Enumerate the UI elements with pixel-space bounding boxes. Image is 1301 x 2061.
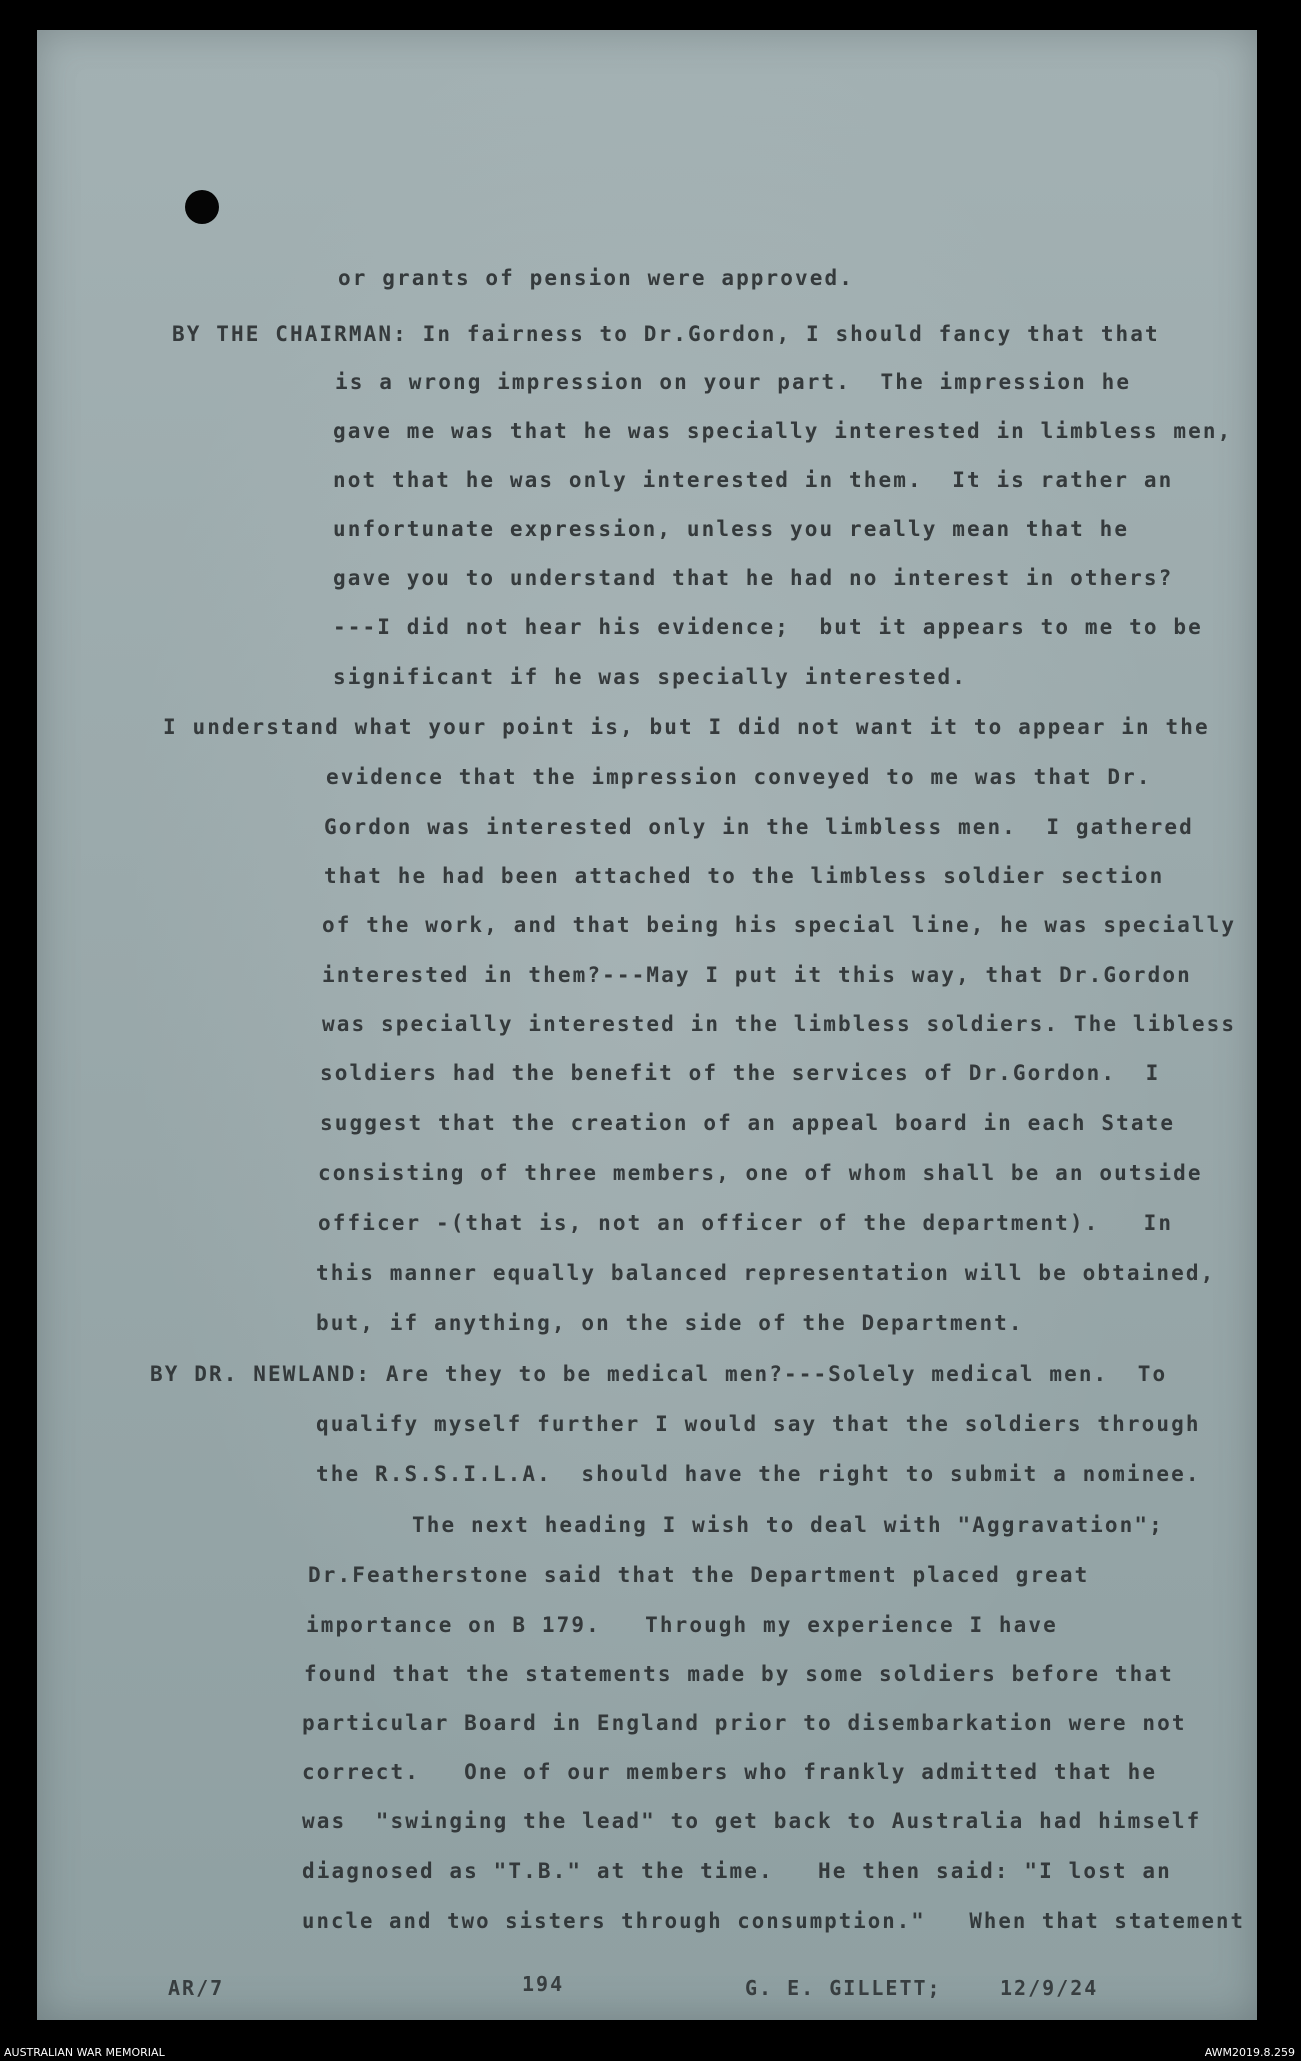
text-line: but, if anything, on the side of the Department.	[316, 1311, 1024, 1335]
footer-date: 12/9/24	[1000, 1976, 1099, 2000]
text-line: diagnosed as "T.B." at the time. He then said: "I lost an	[302, 1859, 1172, 1883]
text-line: that he had been attached to the limbless soldier section	[324, 864, 1165, 888]
text-line: or grants of pension were approved.	[338, 266, 855, 290]
text-line: importance on B 179. Through my experience I have	[306, 1613, 1058, 1637]
text-line: correct. One of our members who frankly admitted that he	[302, 1760, 1158, 1784]
text-line: The next heading I wish to deal with "Aggravation";	[412, 1513, 1164, 1537]
text-line: was "swinging the lead" to get back to Australia had himself	[302, 1809, 1202, 1833]
punch-hole	[185, 190, 219, 224]
text-line: the R.S.S.I.L.A. should have the right to submit a nominee.	[316, 1462, 1201, 1486]
text-line: soldiers had the benefit of the services of Dr.Gordon. I	[320, 1061, 1161, 1085]
text-line: gave me was that he was specially interested in limbless men,	[333, 419, 1233, 443]
text-line: Gordon was interested only in the limbless men. I gathered	[324, 815, 1194, 839]
text-line: interested in them?---May I put it this way, that Dr.Gordon	[322, 963, 1192, 987]
archive-strip	[0, 2045, 1301, 2061]
text-line: this manner equally balanced representation will be obtained,	[316, 1261, 1216, 1285]
text-line-speaker: BY DR. NEWLAND: Are they to be medical men?---Solely medical men. To	[150, 1362, 1168, 1386]
text-line: officer -(that is, not an officer of the department). In	[318, 1211, 1174, 1235]
text-line: uncle and two sisters through consumption." When that statement	[302, 1909, 1245, 1933]
archive-item-id: AWM2019.8.259	[1204, 2046, 1295, 2059]
text-line: Dr.Featherstone said that the Department placed great	[308, 1563, 1090, 1587]
text-line: found that the statements made by some soldiers before that	[304, 1662, 1174, 1686]
text-line: was specially interested in the limbless soldiers. The libless	[322, 1012, 1237, 1036]
footer-page-number: 194	[522, 1972, 565, 1996]
text-line: evidence that the impression conveyed to me was that Dr.	[326, 765, 1152, 789]
text-line-speaker: BY THE CHAIRMAN: In fairness to Dr.Gordon, I should fancy that that	[172, 322, 1160, 346]
footer-witness: G. E. GILLETT;	[745, 1976, 942, 2000]
text-line: ---I did not hear his evidence; but it appears to me to be	[333, 615, 1203, 639]
text-line: of the work, and that being his special line, he was specially	[322, 913, 1237, 937]
text-line: qualify myself further I would say that the soldiers through	[316, 1412, 1201, 1436]
archive-name: AUSTRALIAN WAR MEMORIAL	[4, 2046, 165, 2059]
text-line: consisting of three members, one of whom shall be an outside	[318, 1161, 1203, 1185]
text-line: significant if he was specially interested.	[333, 665, 967, 689]
footer-reference: AR/7	[168, 1976, 225, 2000]
text-line: not that he was only interested in them. It is rather an	[333, 468, 1174, 492]
text-line: suggest that the creation of an appeal board in each State	[320, 1111, 1176, 1135]
text-line: gave you to understand that he had no interest in others?	[333, 566, 1174, 590]
text-line: particular Board in England prior to disembarkation were not	[302, 1711, 1187, 1735]
text-line: unfortunate expression, unless you really mean that he	[333, 517, 1130, 541]
text-line: is a wrong impression on your part. The impression he	[335, 370, 1132, 394]
text-line: I understand what your point is, but I did not want it to appear in the	[163, 715, 1210, 739]
